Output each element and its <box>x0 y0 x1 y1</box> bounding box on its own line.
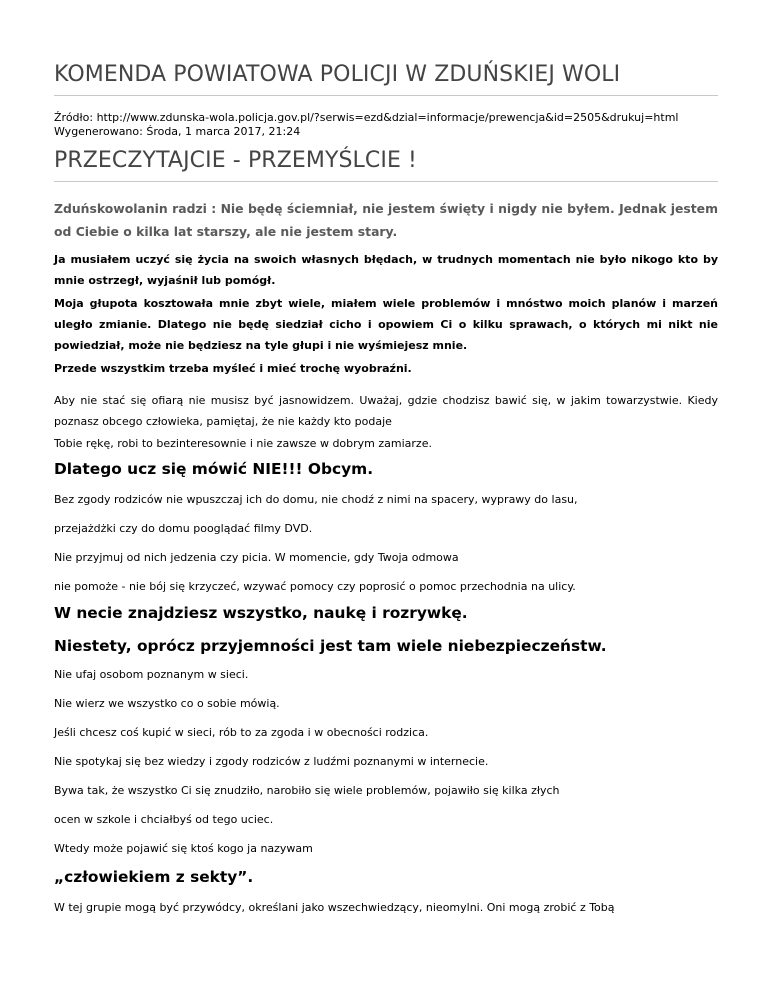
body-line: Nie spotykaj się bez wiedzy i zgody rodziców z ludźmi poznanymi w internecie. <box>54 755 489 768</box>
body-line: Nie przyjmuj od nich jedzenia czy picia. W momencie, gdy Twoja odmowa <box>54 551 459 564</box>
site-title-divider <box>54 95 718 96</box>
article-intro: Zduńskowolanin radzi : Nie będę ściemniał, nie jestem święty i nigdy nie byłem. Jednak jestem od Ciebie o kilka lat starszy, ale nie jestem stary. <box>54 201 718 239</box>
paragraph-1: Ja musiałem uczyć się życia na swoich własnych błędach, w trudnych momentach nie było nikogo kto by mnie ostrzegł, wyjaśnił lub pomógł. <box>54 253 718 287</box>
body-line: Bez zgody rodziców nie wpuszczaj ich do domu, nie chodź z nimi na spacery, wyprawy do lasu, <box>54 493 578 506</box>
source-line: Źródło: http://www.zdunska-wola.policja.gov.pl/?serwis=ezd&dzial=informacje/prewencja&id=2505&drukuj=html <box>54 111 679 124</box>
heading-sect: „człowiekiem z sekty”. <box>54 868 254 886</box>
paragraph-2: Moja głupota kosztowała mnie zbyt wiele, miałem wiele problemów i mnóstwo moich planów i marzeń uległo zmianie. Dlatego nie będę siedział cicho i opowiem Ci o kilku sprawach, o których mi nikt nie powiedział, może nie będziesz na tyle głupi i nie wyśmiejesz mnie. <box>54 297 718 352</box>
body-line: Jeśli chcesz coś kupić w sieci, rób to za zgoda i w obecności rodzica. <box>54 726 429 739</box>
body-line: przejażdżki czy do domu pooglądać filmy DVD. <box>54 522 313 535</box>
body-line: nie pomoże - nie bój się krzyczeć, wzywać pomocy czy poprosić o pomoc przechodnia na ulicy. <box>54 580 576 593</box>
body-line: ocen w szkole i chciałbyś od tego uciec. <box>54 813 274 826</box>
body-line: W tej grupie mogą być przywódcy, określani jako wszechwiedzący, nieomylni. Oni mogą zrobić z Tobą <box>54 901 615 914</box>
body-line: Nie wierz we wszystko co o sobie mówią. <box>54 697 280 710</box>
heading-say-no: Dlatego ucz się mówić NIE!!! Obcym. <box>54 460 374 478</box>
body-line: Bywa tak, że wszystko Ci się znudziło, narobiło się wiele problemów, pojawiło się kilka złych <box>54 784 560 797</box>
body-line: Wtedy może pojawić się ktoś kogo ja nazywam <box>54 842 313 855</box>
heading-dangers: Niestety, oprócz przyjemności jest tam wiele niebezpieczeństw. <box>54 637 607 655</box>
site-title: KOMENDA POWIATOWA POLICJI W ZDUŃSKIEJ WOLI <box>54 62 621 87</box>
article-title: PRZECZYTAJCIE - PRZEMYŚLCIE ! <box>54 148 417 173</box>
generated-line: Wygenerowano: Środa, 1 marca 2017, 21:24 <box>54 125 301 138</box>
article-title-divider <box>54 181 718 182</box>
paragraph-4: Aby nie stać się ofiarą nie musisz być jasnowidzem. Uważaj, gdzie chodzisz bawić się, w jakim towarzystwie. Kiedy poznasz obcego człowieka, pamiętaj, że nie każdy kto podaje <box>54 394 718 428</box>
paragraph-3: Przede wszystkim trzeba myśleć i mieć trochę wyobraźni. <box>54 362 412 375</box>
body-line: Nie ufaj osobom poznanym w sieci. <box>54 668 249 681</box>
heading-internet: W necie znajdziesz wszystko, naukę i rozrywkę. <box>54 604 468 622</box>
paragraph-5: Tobie rękę, robi to bezinteresownie i nie zawsze w dobrym zamiarze. <box>54 437 432 450</box>
